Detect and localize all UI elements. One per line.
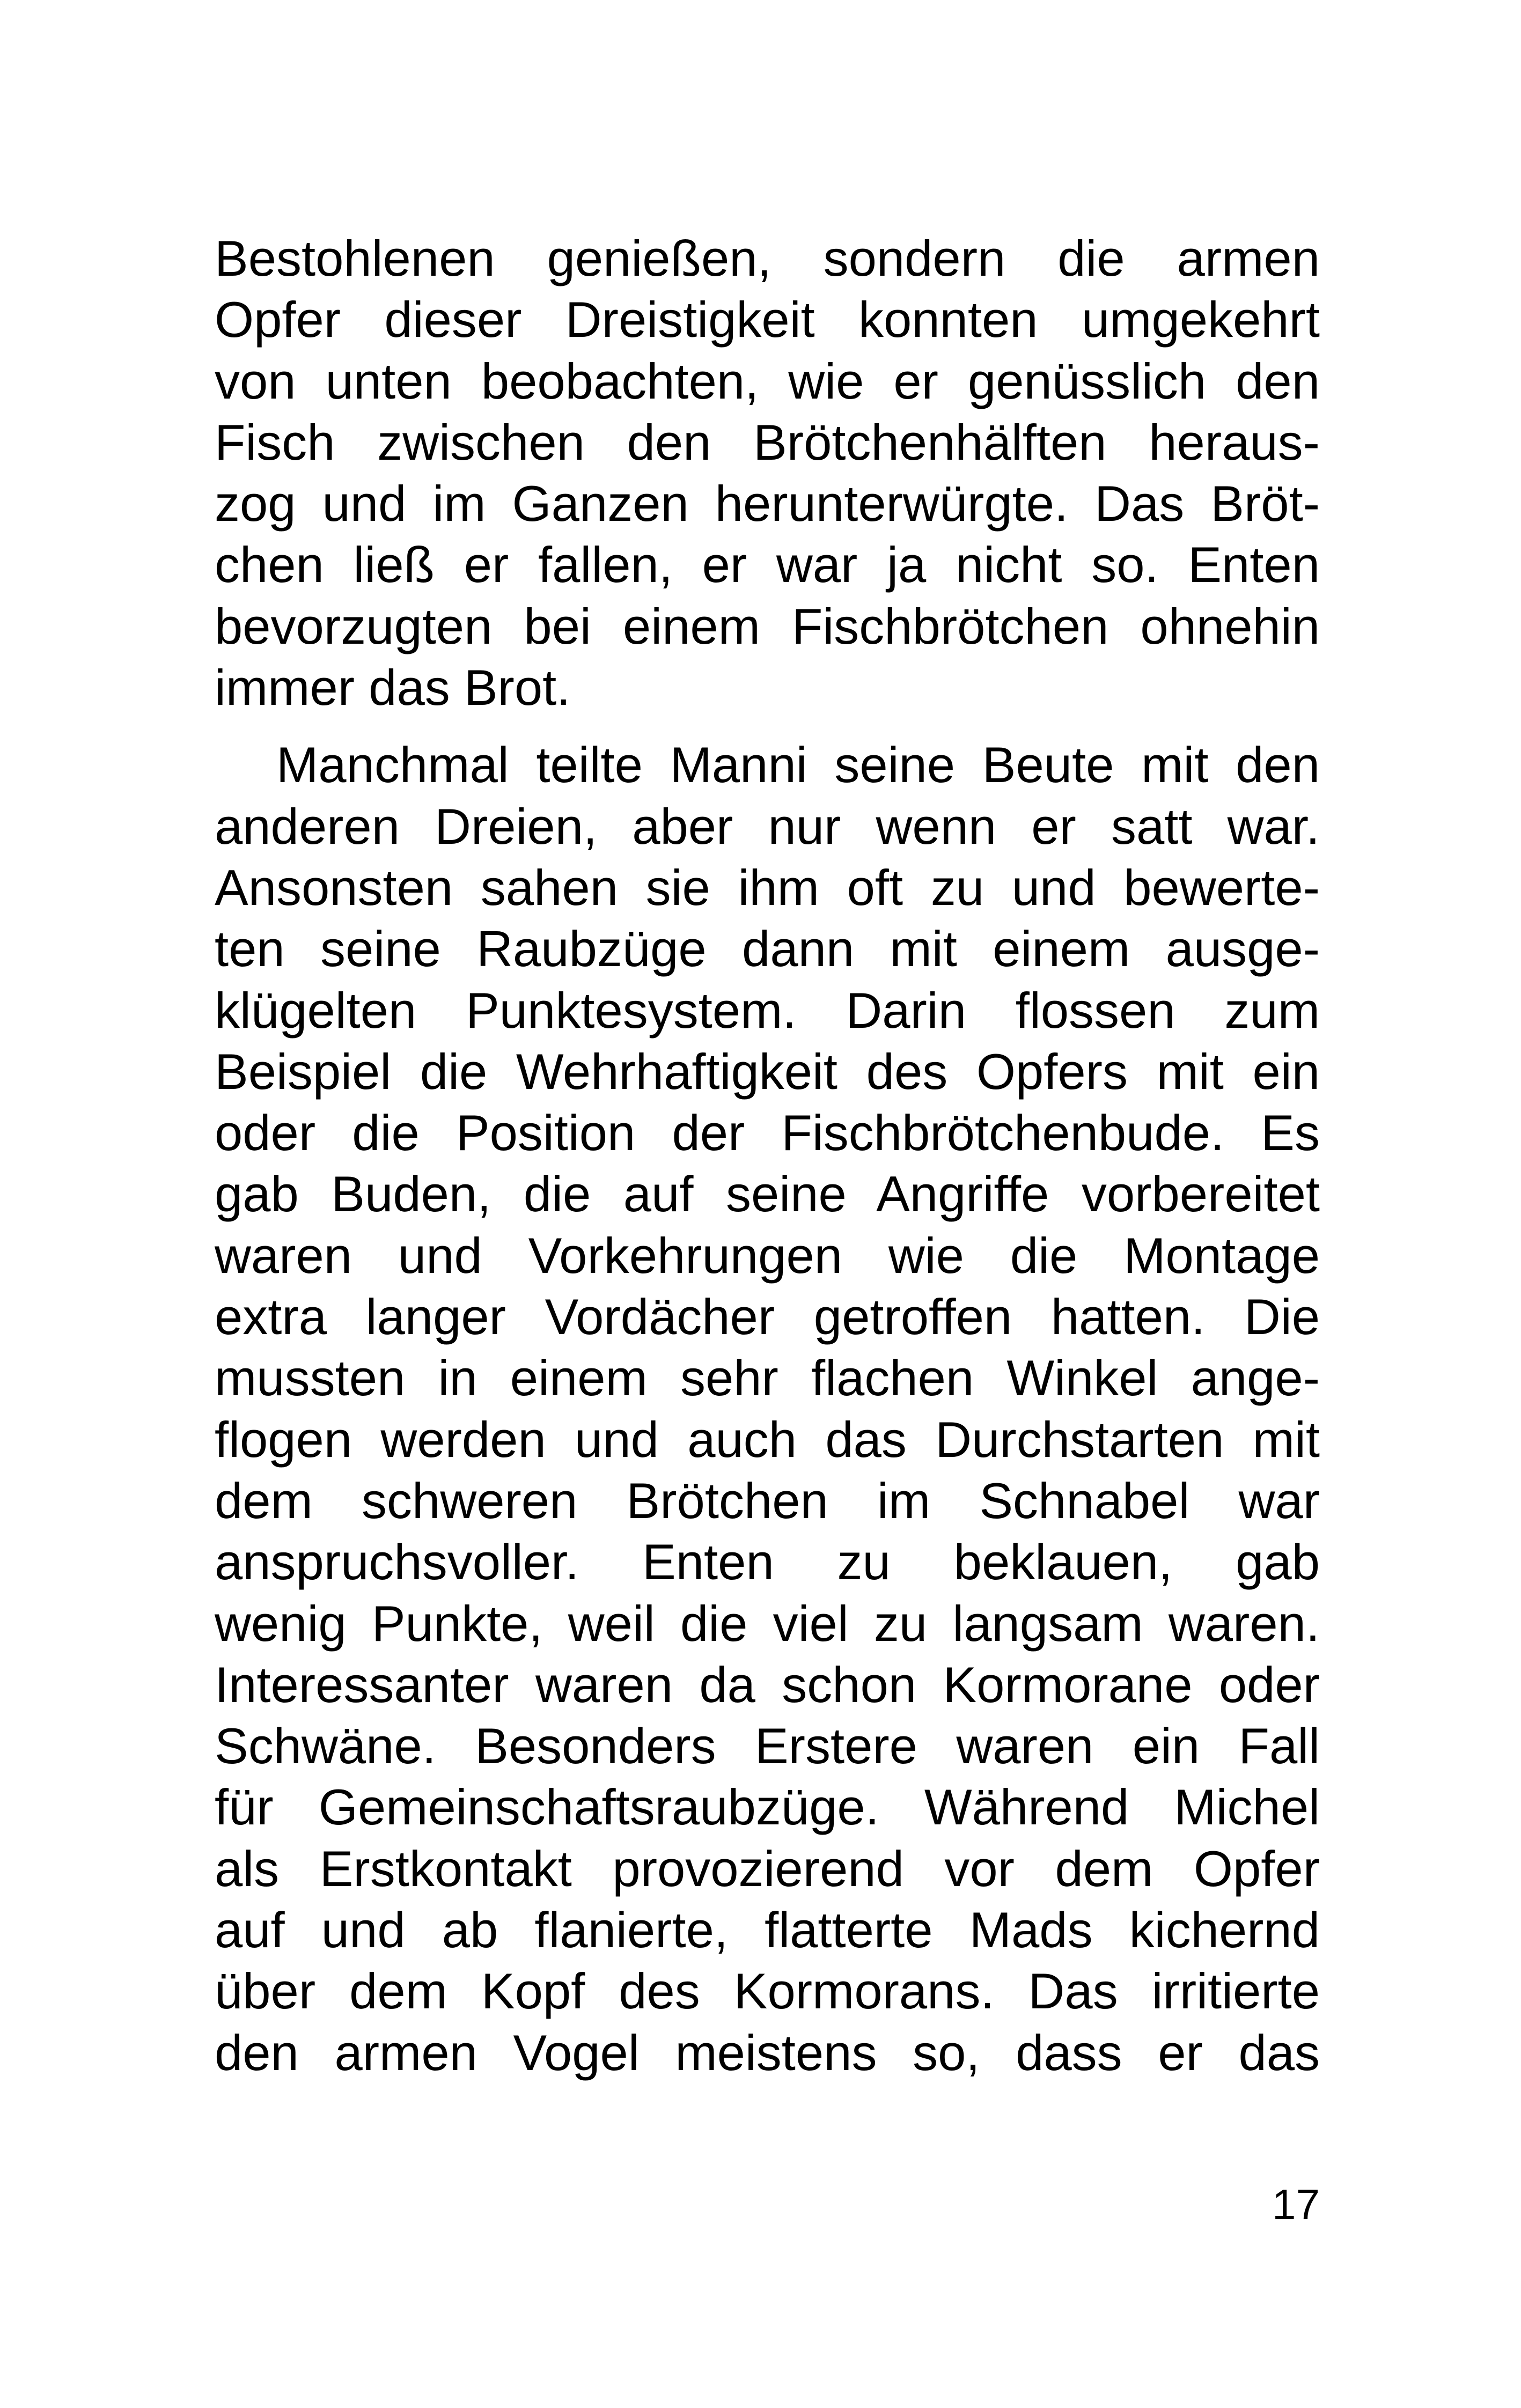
text-line: auf und ab flanierte, flatterte Mads kichernd bbox=[215, 1902, 1320, 1958]
text-line: Beispiel die Wehrhaftigkeit des Opfers mit ein bbox=[215, 1043, 1320, 1100]
text-line: Schwäne. Besonders Erstere waren ein Fall bbox=[215, 1718, 1320, 1774]
text-line: Bestohlenen genießen, sondern die armen bbox=[215, 230, 1320, 286]
text-line: anderen Dreien, aber nur wenn er satt war. bbox=[215, 798, 1320, 855]
text-line: über dem Kopf des Kormorans. Das irritierte bbox=[215, 1963, 1320, 2020]
text-line: oder die Position der Fischbrötchenbude. Es bbox=[215, 1104, 1320, 1161]
text-line: von unten beobachten, wie er genüsslich den bbox=[215, 352, 1320, 409]
page-number: 17 bbox=[1272, 2181, 1320, 2228]
text-line: klügelten Punktesystem. Darin flossen zum bbox=[215, 982, 1320, 1039]
text-line: wenig Punkte, weil die viel zu langsam waren. bbox=[215, 1595, 1320, 1652]
text-line: dem schweren Brötchen im Schnabel war bbox=[215, 1472, 1320, 1529]
text-line: für Gemeinschaftsraubzüge. Während Michel bbox=[215, 1779, 1320, 1836]
text-line: bevorzugten bei einem Fischbrötchen ohnehin bbox=[215, 598, 1320, 654]
text-line: flogen werden und auch das Durchstarten mit bbox=[215, 1411, 1320, 1468]
text-line: zog und im Ganzen herunterwürgte. Das Bröt- bbox=[215, 475, 1320, 532]
paragraph-1 bbox=[215, 228, 1320, 718]
text-line: ten seine Raubzüge dann mit einem ausge- bbox=[215, 921, 1320, 977]
text-line: immer das Brot. bbox=[215, 659, 571, 716]
text-line: gab Buden, die auf seine Angriffe vorbereitet bbox=[215, 1166, 1320, 1223]
paragraph-2 bbox=[215, 734, 1320, 2083]
text-line: Interessanter waren da schon Kormorane oder bbox=[215, 1656, 1320, 1713]
text-line: extra langer Vordächer getroffen hatten. Die bbox=[215, 1288, 1320, 1345]
text-line: den armen Vogel meistens so, dass er das bbox=[215, 2024, 1320, 2081]
text-line: chen ließ er fallen, er war ja nicht so. Enten bbox=[215, 536, 1320, 593]
text-line: Manchmal teilte Manni seine Beute mit den bbox=[276, 737, 1320, 793]
text-line: Opfer dieser Dreistigkeit konnten umgekehrt bbox=[215, 291, 1320, 348]
body-text bbox=[215, 228, 1320, 2083]
text-line: mussten in einem sehr flachen Winkel ange- bbox=[215, 1350, 1320, 1406]
text-line: waren und Vorkehrungen wie die Montage bbox=[215, 1227, 1320, 1284]
text-line: anspruchsvoller. Enten zu beklauen, gab bbox=[215, 1534, 1320, 1590]
text-line: als Erstkontakt provozierend vor dem Opfer bbox=[215, 1840, 1320, 1897]
text-line: Ansonsten sahen sie ihm oft zu und bewerte- bbox=[215, 859, 1320, 916]
text-line: Fisch zwischen den Brötchenhälften heraus- bbox=[215, 414, 1320, 470]
